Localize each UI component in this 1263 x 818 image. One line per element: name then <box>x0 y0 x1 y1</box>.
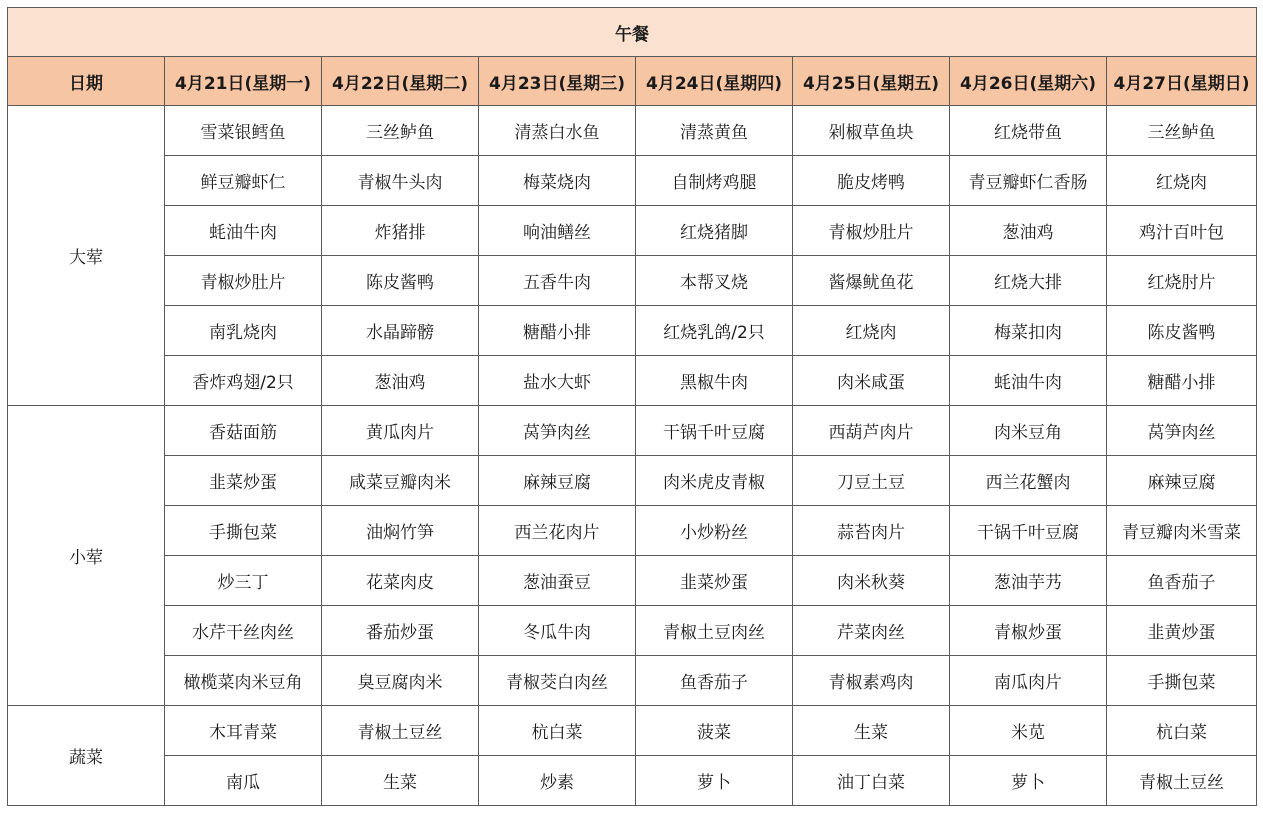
dish-cell: 红烧猪脚 <box>636 206 793 256</box>
day-header: 4月26日(星期六) <box>950 57 1107 106</box>
dish-cell: 芹菜肉丝 <box>793 606 950 656</box>
dish-cell: 莴笋肉丝 <box>1107 406 1257 456</box>
table-row <box>8 756 1257 806</box>
day-header: 4月23日(星期三) <box>479 57 636 106</box>
dish-cell: 本帮叉烧 <box>636 256 793 306</box>
menu-container <box>7 7 1257 806</box>
dish-cell: 青椒炒蛋 <box>950 606 1107 656</box>
table-row <box>8 106 1257 156</box>
dish-cell: 南乳烧肉 <box>165 306 322 356</box>
dish-cell: 杭白菜 <box>479 706 636 756</box>
dish-cell: 青椒土豆肉丝 <box>636 606 793 656</box>
table-row <box>8 406 1257 456</box>
dish-cell: 青椒茭白肉丝 <box>479 656 636 706</box>
table-row <box>8 706 1257 756</box>
dish-cell: 肉米虎皮青椒 <box>636 456 793 506</box>
dish-cell: 麻辣豆腐 <box>1107 456 1257 506</box>
dish-cell: 青椒土豆丝 <box>1107 756 1257 806</box>
dish-cell: 红烧肘片 <box>1107 256 1257 306</box>
dish-cell: 水芹干丝肉丝 <box>165 606 322 656</box>
dish-cell: 青椒炒肚片 <box>165 256 322 306</box>
title-row <box>8 8 1257 57</box>
table-row <box>8 506 1257 556</box>
dish-cell: 萝卜 <box>636 756 793 806</box>
dish-cell: 黑椒牛肉 <box>636 356 793 406</box>
dish-cell: 肉米咸蛋 <box>793 356 950 406</box>
dish-cell: 红烧大排 <box>950 256 1107 306</box>
dish-cell: 麻辣豆腐 <box>479 456 636 506</box>
dish-cell: 清蒸黄鱼 <box>636 106 793 156</box>
dish-cell: 鲜豆瓣虾仁 <box>165 156 322 206</box>
menu-body <box>8 106 1257 806</box>
dish-cell: 炸猪排 <box>322 206 479 256</box>
dish-cell: 蚝油牛肉 <box>165 206 322 256</box>
header-row <box>8 57 1257 106</box>
dish-cell: 萝卜 <box>950 756 1107 806</box>
dish-cell: 菠菜 <box>636 706 793 756</box>
dish-cell: 红烧肉 <box>793 306 950 356</box>
dish-cell: 杭白菜 <box>1107 706 1257 756</box>
dish-cell: 韭菜炒蛋 <box>165 456 322 506</box>
dish-cell: 生菜 <box>322 756 479 806</box>
dish-cell: 咸菜豆瓣肉米 <box>322 456 479 506</box>
dish-cell: 米苋 <box>950 706 1107 756</box>
dish-cell: 葱油芋艿 <box>950 556 1107 606</box>
dish-cell: 生菜 <box>793 706 950 756</box>
dish-cell: 葱油蚕豆 <box>479 556 636 606</box>
dish-cell: 炒素 <box>479 756 636 806</box>
dish-cell: 酱爆鱿鱼花 <box>793 256 950 306</box>
table-row <box>8 156 1257 206</box>
dish-cell: 梅菜烧肉 <box>479 156 636 206</box>
dish-cell: 臭豆腐肉米 <box>322 656 479 706</box>
day-header: 4月24日(星期四) <box>636 57 793 106</box>
dish-cell: 鱼香茄子 <box>1107 556 1257 606</box>
category-label: 蔬菜 <box>8 706 165 806</box>
dish-cell: 陈皮酱鸭 <box>1107 306 1257 356</box>
dish-cell: 糖醋小排 <box>479 306 636 356</box>
dish-cell: 梅菜扣肉 <box>950 306 1107 356</box>
day-header: 4月27日(星期日) <box>1107 57 1257 106</box>
dish-cell: 水晶蹄髈 <box>322 306 479 356</box>
dish-cell: 自制烤鸡腿 <box>636 156 793 206</box>
dish-cell: 油丁白菜 <box>793 756 950 806</box>
dish-cell: 清蒸白水鱼 <box>479 106 636 156</box>
table-row <box>8 556 1257 606</box>
dish-cell: 手撕包菜 <box>1107 656 1257 706</box>
table-row <box>8 356 1257 406</box>
dish-cell: 干锅千叶豆腐 <box>950 506 1107 556</box>
dish-cell: 干锅千叶豆腐 <box>636 406 793 456</box>
dish-cell: 鱼香茄子 <box>636 656 793 706</box>
table-row <box>8 306 1257 356</box>
lunch-menu-table <box>7 7 1257 806</box>
dish-cell: 番茄炒蛋 <box>322 606 479 656</box>
category-label: 小荤 <box>8 406 165 706</box>
dish-cell: 刀豆土豆 <box>793 456 950 506</box>
dish-cell: 冬瓜牛肉 <box>479 606 636 656</box>
dish-cell: 响油鳝丝 <box>479 206 636 256</box>
dish-cell: 青椒牛头肉 <box>322 156 479 206</box>
dish-cell: 青椒炒肚片 <box>793 206 950 256</box>
dish-cell: 肉米秋葵 <box>793 556 950 606</box>
day-header: 4月22日(星期二) <box>322 57 479 106</box>
dish-cell: 鸡汁百叶包 <box>1107 206 1257 256</box>
dish-cell: 青豆瓣虾仁香肠 <box>950 156 1107 206</box>
table-row <box>8 206 1257 256</box>
dish-cell: 西兰花蟹肉 <box>950 456 1107 506</box>
dish-cell: 黄瓜肉片 <box>322 406 479 456</box>
dish-cell: 三丝鲈鱼 <box>322 106 479 156</box>
dish-cell: 葱油鸡 <box>950 206 1107 256</box>
dish-cell: 橄榄菜肉米豆角 <box>165 656 322 706</box>
dish-cell: 红烧带鱼 <box>950 106 1107 156</box>
table-row <box>8 656 1257 706</box>
dish-cell: 葱油鸡 <box>322 356 479 406</box>
table-row <box>8 256 1257 306</box>
dish-cell: 小炒粉丝 <box>636 506 793 556</box>
dish-cell: 陈皮酱鸭 <box>322 256 479 306</box>
dish-cell: 炒三丁 <box>165 556 322 606</box>
dish-cell: 蒜苔肉片 <box>793 506 950 556</box>
dish-cell: 盐水大虾 <box>479 356 636 406</box>
dish-cell: 红烧乳鸽/2只 <box>636 306 793 356</box>
table-title: 午餐 <box>8 8 1257 57</box>
dish-cell: 五香牛肉 <box>479 256 636 306</box>
dish-cell: 西兰花肉片 <box>479 506 636 556</box>
dish-cell: 青椒土豆丝 <box>322 706 479 756</box>
dish-cell: 莴笋肉丝 <box>479 406 636 456</box>
dish-cell: 香炸鸡翅/2只 <box>165 356 322 406</box>
dish-cell: 青豆瓣肉米雪菜 <box>1107 506 1257 556</box>
dish-cell: 手撕包菜 <box>165 506 322 556</box>
category-label: 大荤 <box>8 106 165 406</box>
dish-cell: 西葫芦肉片 <box>793 406 950 456</box>
dish-cell: 木耳青菜 <box>165 706 322 756</box>
dish-cell: 剁椒草鱼块 <box>793 106 950 156</box>
dish-cell: 油焖竹笋 <box>322 506 479 556</box>
day-header: 4月25日(星期五) <box>793 57 950 106</box>
dish-cell: 肉米豆角 <box>950 406 1107 456</box>
dish-cell: 南瓜 <box>165 756 322 806</box>
dish-cell: 南瓜肉片 <box>950 656 1107 706</box>
dish-cell: 青椒素鸡肉 <box>793 656 950 706</box>
date-column-header: 日期 <box>8 57 165 106</box>
dish-cell: 花菜肉皮 <box>322 556 479 606</box>
dish-cell: 雪菜银鳕鱼 <box>165 106 322 156</box>
dish-cell: 韭菜炒蛋 <box>636 556 793 606</box>
dish-cell: 香菇面筋 <box>165 406 322 456</box>
dish-cell: 脆皮烤鸭 <box>793 156 950 206</box>
dish-cell: 红烧肉 <box>1107 156 1257 206</box>
dish-cell: 三丝鲈鱼 <box>1107 106 1257 156</box>
dish-cell: 韭黄炒蛋 <box>1107 606 1257 656</box>
day-header: 4月21日(星期一) <box>165 57 322 106</box>
table-row <box>8 456 1257 506</box>
table-row <box>8 606 1257 656</box>
dish-cell: 蚝油牛肉 <box>950 356 1107 406</box>
dish-cell: 糖醋小排 <box>1107 356 1257 406</box>
